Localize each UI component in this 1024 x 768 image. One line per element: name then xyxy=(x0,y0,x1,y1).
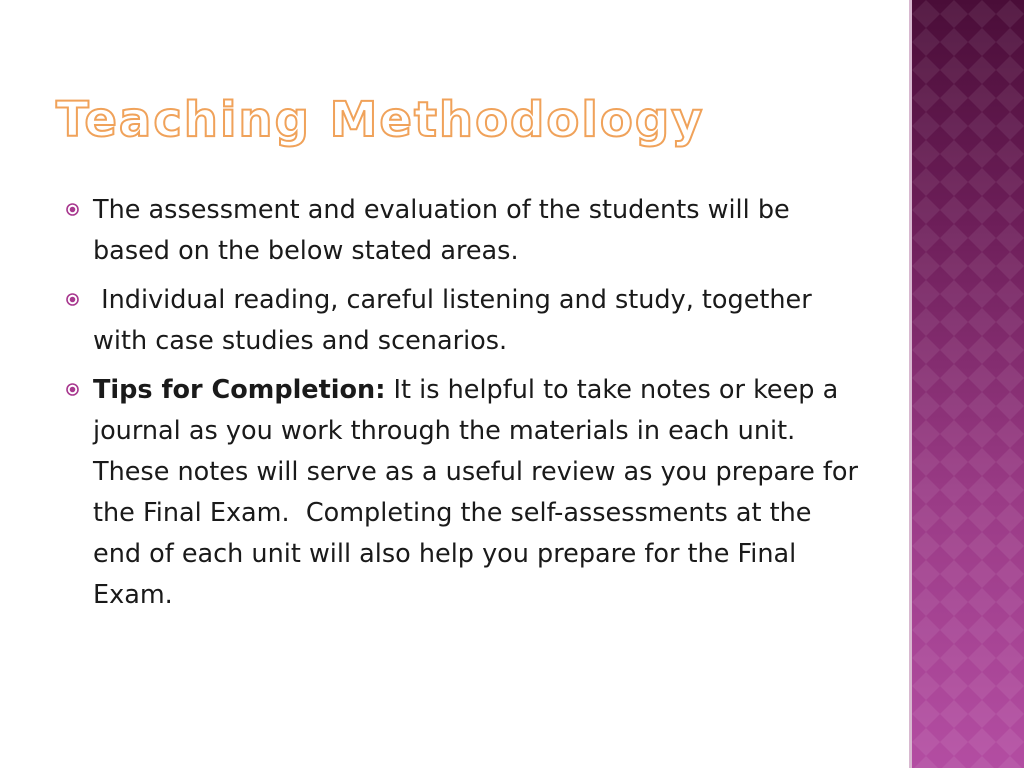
bullet-text: The assessment and evaluation of the students will be based on the below stated areas. xyxy=(93,195,790,266)
radio-bullet-icon xyxy=(66,203,79,216)
bullet-item xyxy=(64,370,867,616)
bullet-item xyxy=(64,280,864,362)
bullet-text: It is helpful to take notes or keep a journal as you work through the materials in each unit. These notes will serve as a useful review as you prepare for the Final Exam. Completing the self-assessments at the end of each unit will also help you prepare for the Final Exam. xyxy=(93,375,867,610)
diamond-pattern xyxy=(912,0,1024,768)
radio-bullet-icon xyxy=(66,293,79,306)
bullet-text: Individual reading, careful listening and study, together with case studies and scenarios. xyxy=(93,285,820,356)
bullet-bold-lead: Tips for Completion: xyxy=(93,375,386,405)
bullet-item xyxy=(64,190,864,272)
decorative-sidebar xyxy=(912,0,1024,768)
slide-title: Teaching Methodology xyxy=(56,92,705,148)
radio-bullet-icon xyxy=(66,383,79,396)
bullet-list xyxy=(64,190,867,624)
